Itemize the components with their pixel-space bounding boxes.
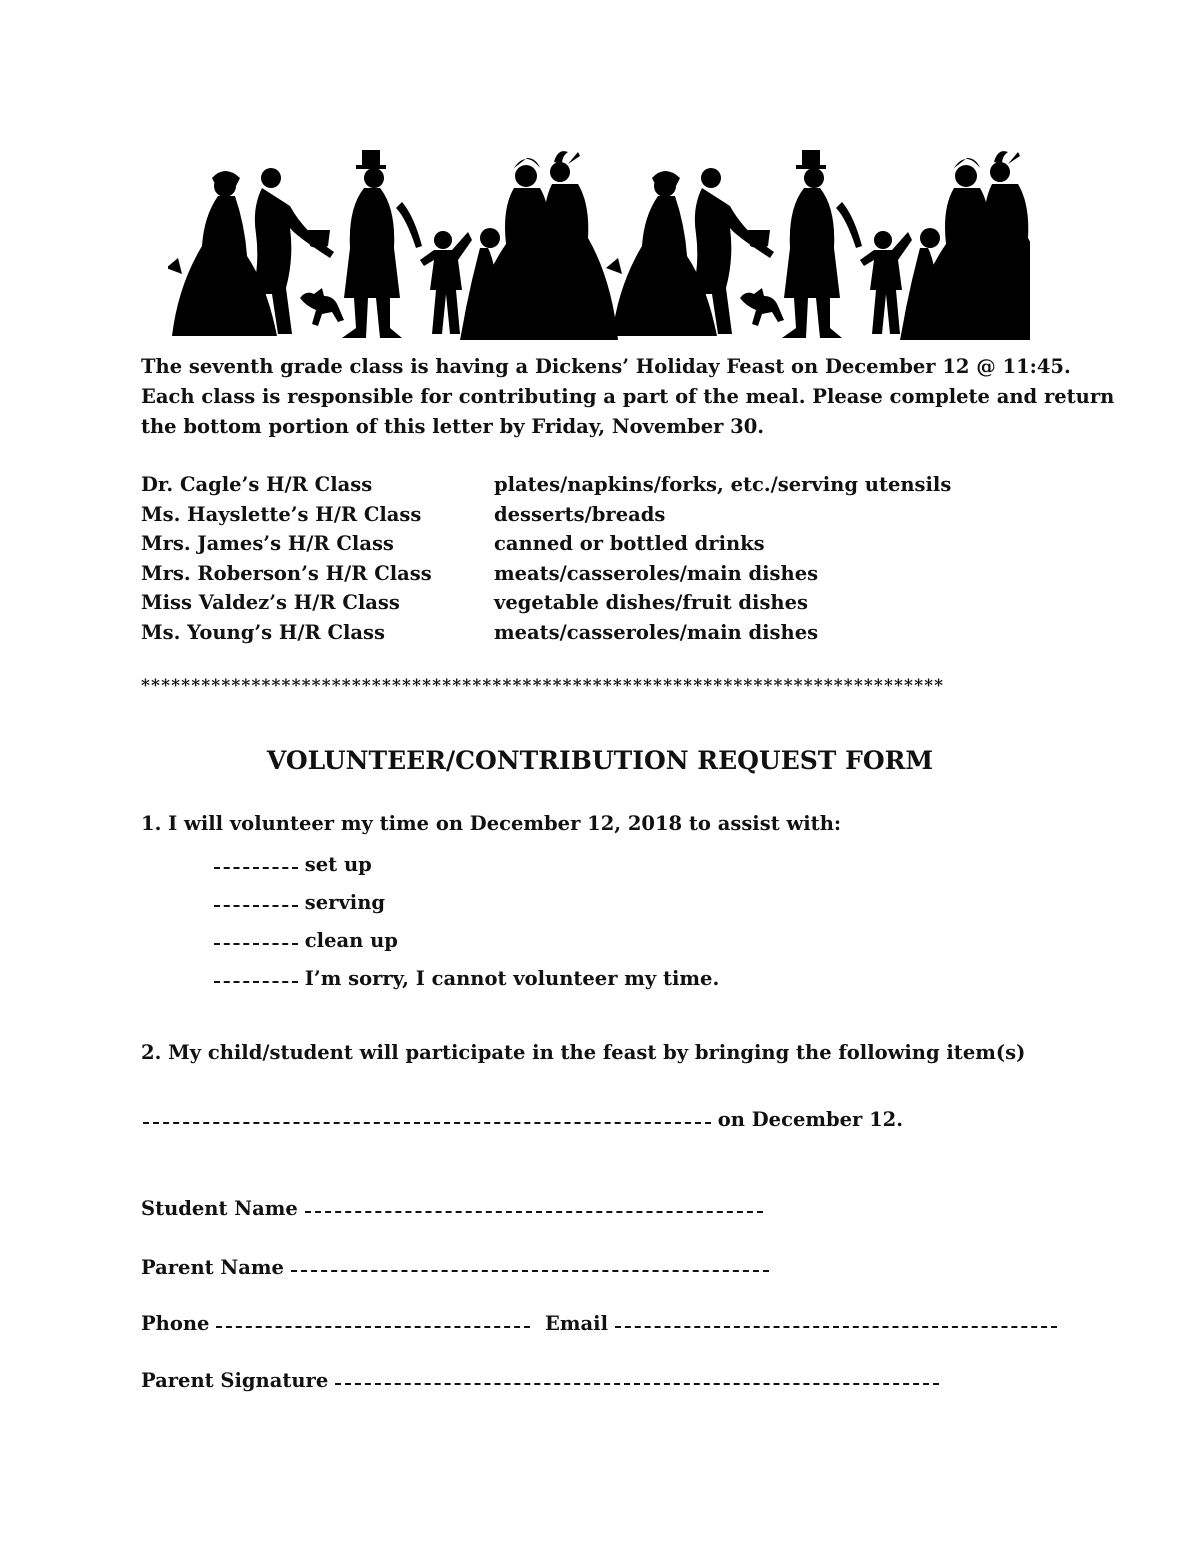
intro-line: Each class is responsible for contributing a part of the meal. Please complete and return <box>141 385 1115 408</box>
parent-signature-field[interactable] <box>335 1381 939 1385</box>
student-name-field[interactable] <box>305 1209 763 1213</box>
assigned-item: canned or bottled drinks <box>494 532 765 555</box>
class-name: Mrs. James’s H/R Class <box>141 532 394 555</box>
email-field[interactable] <box>615 1324 1057 1328</box>
volunteer-option-set-up <box>214 850 719 888</box>
intro-line: The seventh grade class is having a Dickens’ Holiday Feast on December 12 @ 11:45. <box>141 355 1071 378</box>
checkbox-blank[interactable] <box>214 865 298 869</box>
parent-signature-row <box>141 1369 939 1392</box>
checkbox-blank[interactable] <box>214 979 298 983</box>
class-name: Dr. Cagle’s H/R Class <box>141 473 373 496</box>
volunteer-option-serving <box>214 888 719 926</box>
student-name-row <box>141 1197 763 1220</box>
assigned-item: meats/casseroles/main dishes <box>494 561 819 585</box>
volunteer-options <box>214 850 719 1002</box>
assigned-item: plates/napkins/forks, etc./serving utensils <box>494 473 952 496</box>
email-label: Email <box>545 1312 608 1335</box>
option-label: serving <box>304 891 386 914</box>
item-line <box>143 1108 903 1131</box>
assigned-item: vegetable dishes/fruit dishes <box>494 591 808 614</box>
separator-line: ******************************************************************************** <box>141 676 945 696</box>
item-field[interactable] <box>143 1120 711 1124</box>
class-name: Ms. Hayslette’s H/R Class <box>141 502 422 526</box>
intro-paragraph <box>141 352 1115 442</box>
question-1: 1. I will volunteer my time on December 12, 2018 to assist with: <box>141 812 842 835</box>
parent-name-label: Parent Name <box>141 1256 284 1279</box>
assignment-row <box>141 588 1081 618</box>
intro-line: the bottom portion of this letter by Friday, November 30. <box>141 415 765 438</box>
phone-label: Phone <box>141 1312 210 1335</box>
assignment-row <box>141 559 1081 589</box>
option-label: clean up <box>304 929 398 952</box>
phone-row <box>141 1312 1057 1335</box>
parent-signature-label: Parent Signature <box>141 1369 329 1392</box>
parent-name-row <box>141 1256 769 1279</box>
option-label: set up <box>304 853 372 876</box>
volunteer-option-decline <box>214 964 719 1002</box>
class-name: Mrs. Roberson’s H/R Class <box>141 561 432 585</box>
checkbox-blank[interactable] <box>214 903 298 907</box>
assigned-item: meats/casseroles/main dishes <box>494 620 819 644</box>
parent-name-field[interactable] <box>291 1268 769 1272</box>
phone-field[interactable] <box>216 1324 530 1328</box>
checkbox-blank[interactable] <box>214 941 298 945</box>
assignment-row <box>141 470 1081 500</box>
class-assignment-list <box>141 470 1081 647</box>
assignment-row <box>141 618 1081 648</box>
assigned-item: desserts/breads <box>494 502 666 526</box>
question-2: 2. My child/student will participate in the feast by bringing the following item(s) <box>141 1041 1026 1064</box>
assignment-row <box>141 500 1081 530</box>
class-name: Ms. Young’s H/R Class <box>141 620 385 644</box>
assignment-row <box>141 529 1081 559</box>
dickens-silhouette-banner-icon <box>168 148 1030 340</box>
form-title: VOLUNTEER/CONTRIBUTION REQUEST FORM <box>266 746 934 775</box>
volunteer-option-clean-up <box>214 926 719 964</box>
option-label: I’m sorry, I cannot volunteer my time. <box>304 967 720 990</box>
item-line-suffix: on December 12. <box>717 1108 904 1131</box>
class-name: Miss Valdez’s H/R Class <box>141 591 400 614</box>
student-name-label: Student Name <box>141 1197 298 1220</box>
